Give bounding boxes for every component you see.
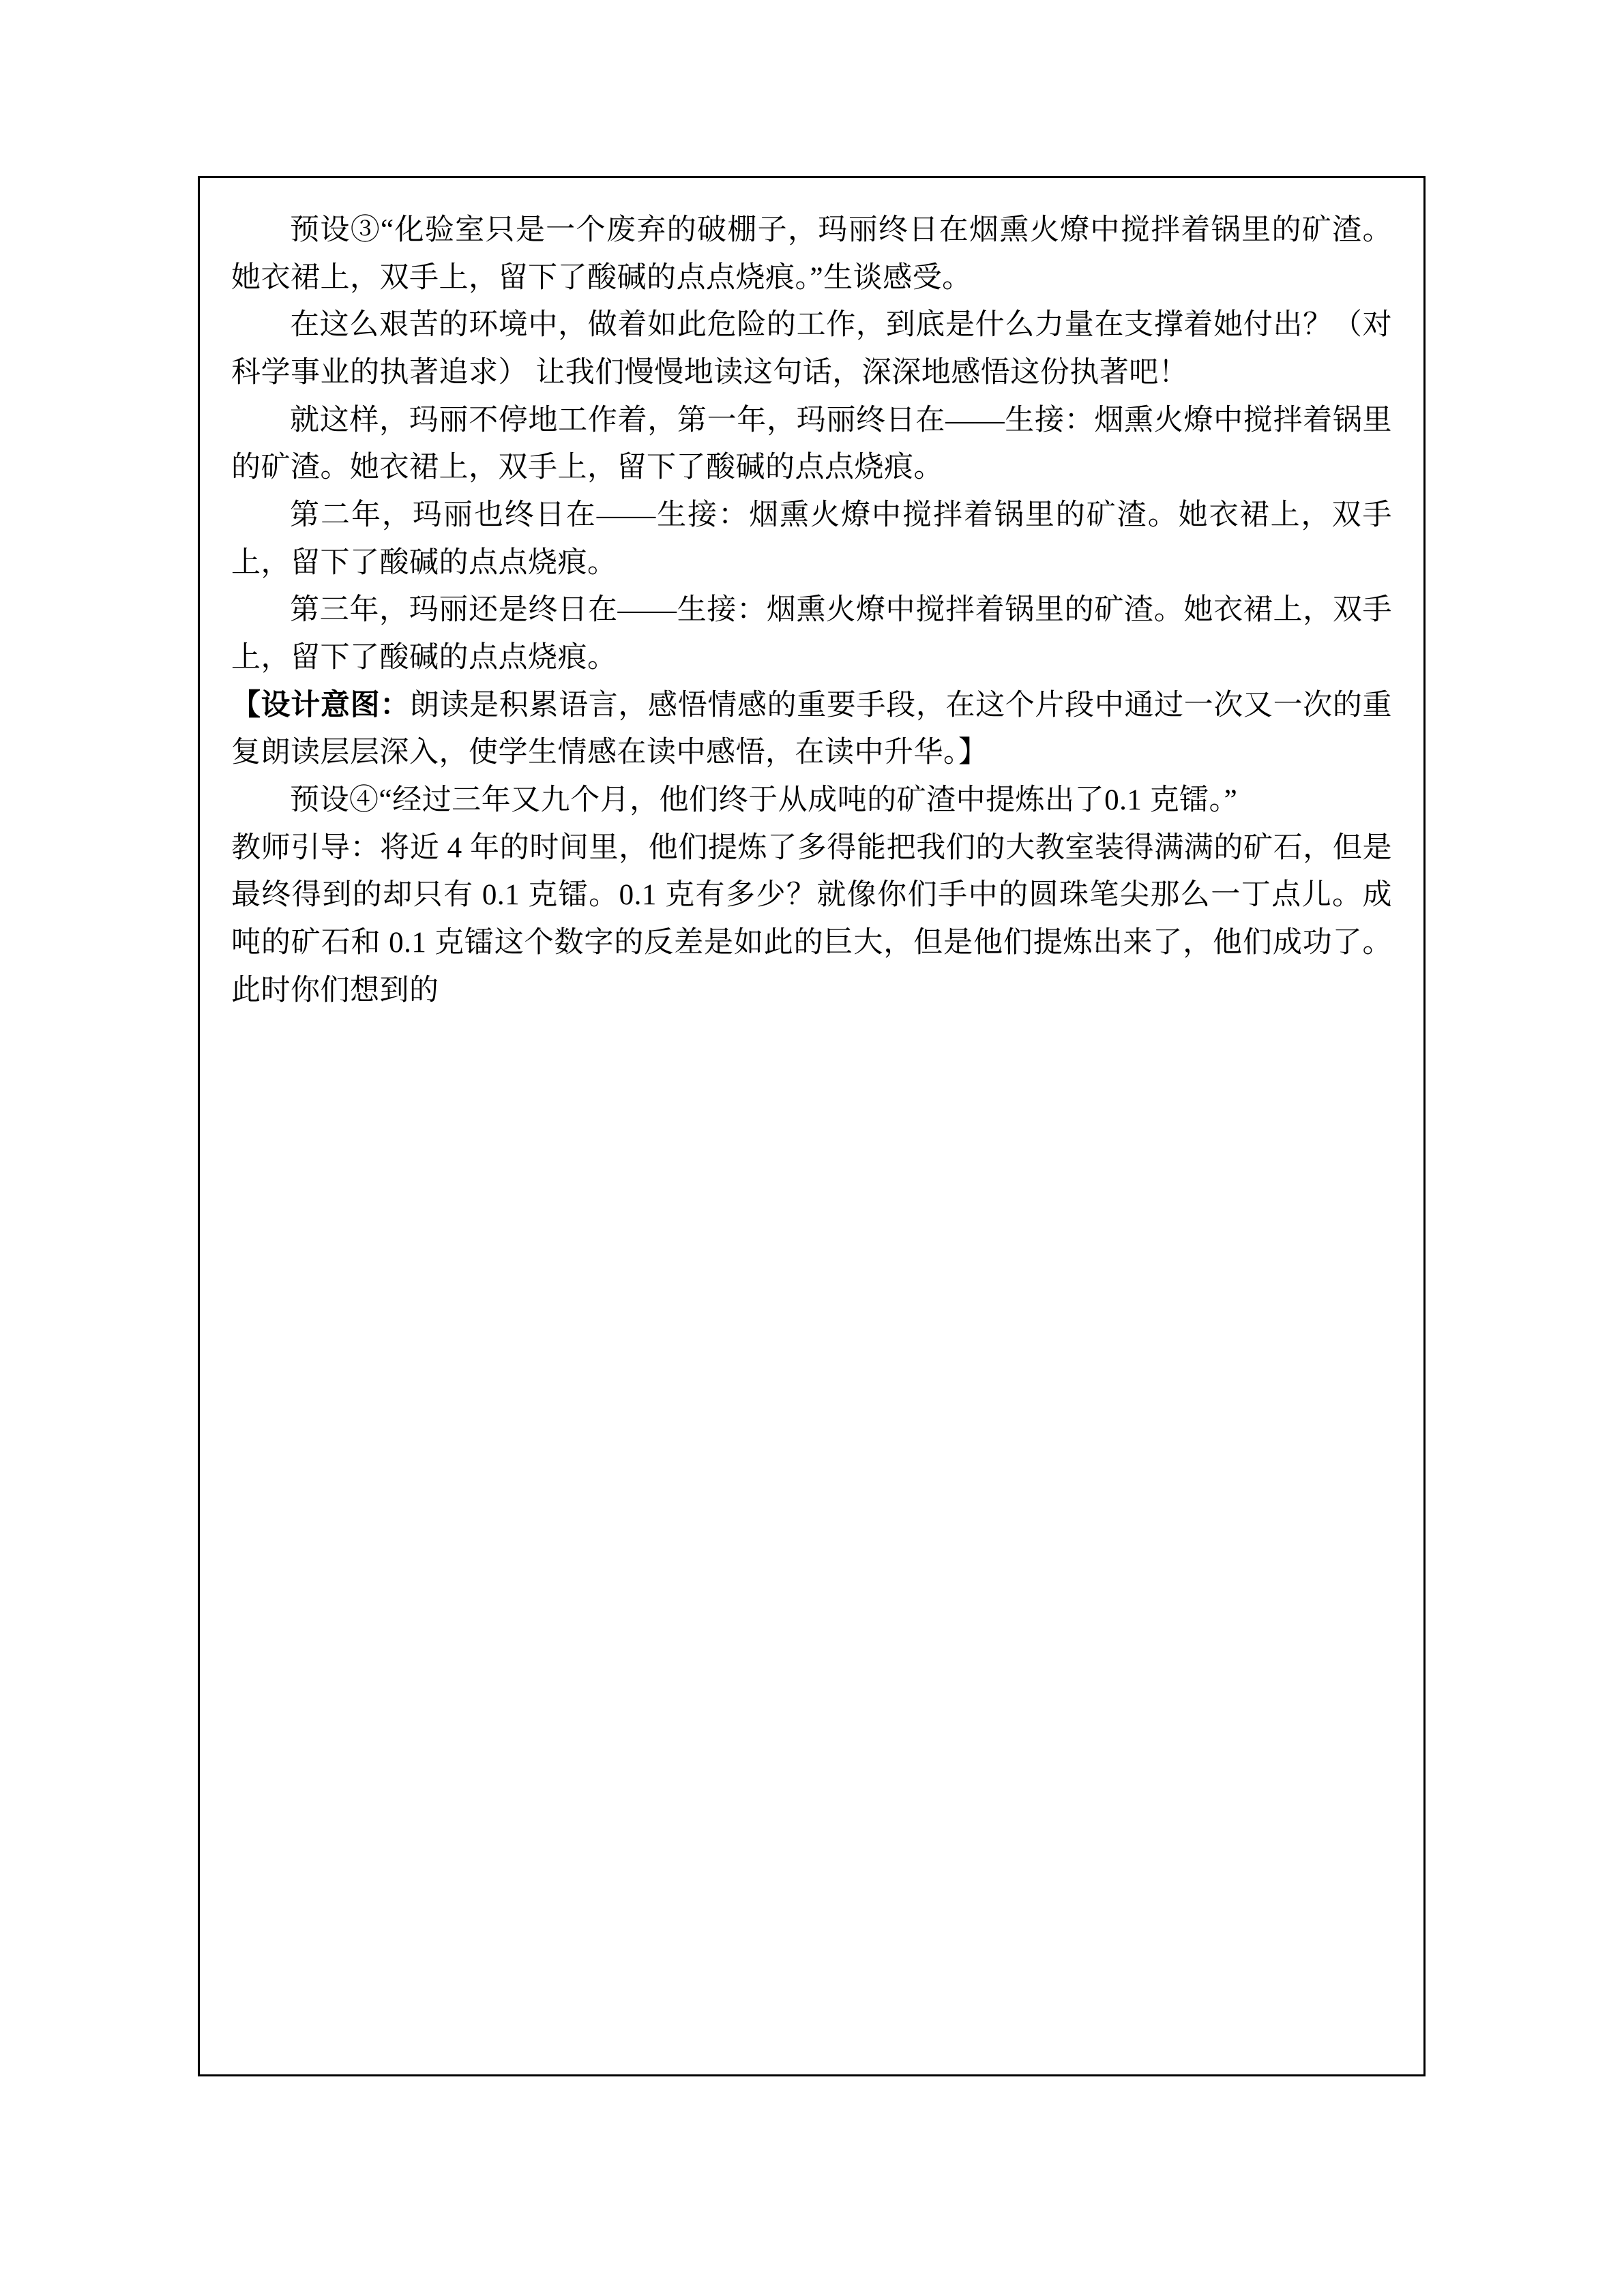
document-body bbox=[200, 178, 1423, 1014]
design-intent-text: 朗读是积累语言，感悟情感的重要手段，在这个片段中通过一次又一次的重复朗读层层深入，使学生情感在读中感悟，在读中升华。】 bbox=[231, 689, 1393, 769]
document-text-frame bbox=[198, 176, 1426, 2076]
paragraph-environment: 在这么艰苦的环境中，做着如此危险的工作，到底是什么力量在支撑着她付出？（对科学事业的执著追求） 让我们慢慢地读这句话，深深地感悟这份执著吧！ bbox=[231, 309, 1392, 389]
paragraph-yushe-4: 预设④“经过三年又九个月，他们终于从成吨的矿渣中提炼出了0.1 克镭。” bbox=[290, 784, 1238, 816]
paragraph-teacher-guide: 教师引导：将近 4 年的时间里，他们提炼了多得能把我们的大教室装得满满的矿石，但是最终得到的却只有 0.1 克镭。0.1 克有多少？就像你们手中的圆珠笔尖那么一丁点儿。成吨的矿石和 0.1 克镭这个数字的反差是如此的巨大，但是他们提炼出来了，他们成功了。此时你们想到的 bbox=[231, 831, 1392, 1007]
paragraph-yushe-3: 预设③“化验室只是一个废弃的破棚子，玛丽终日在烟熏火燎中搅拌着锅里的矿渣。她衣裙上，双手上，留下了酸碱的点点烧痕。”生谈感受。 bbox=[231, 214, 1392, 294]
paragraph-year-three: 第三年，玛丽还是终日在——生接：烟熏火燎中搅拌着锅里的矿渣。她衣裙上，双手上，留下了酸碱的点点烧痕。 bbox=[231, 594, 1392, 674]
paragraph-year-two: 第二年，玛丽也终日在——生接：烟熏火燎中搅拌着锅里的矿渣。她衣裙上，双手上，留下了酸碱的点点烧痕。 bbox=[231, 498, 1392, 579]
paragraph-year-one: 就这样，玛丽不停地工作着，第一年，玛丽终日在——生接：烟熏火燎中搅拌着锅里的矿渣。她衣裙上，双手上，留下了酸碱的点点烧痕。 bbox=[231, 404, 1392, 484]
paragraph-design-intent bbox=[231, 682, 1392, 777]
design-intent-label: 【设计意图： bbox=[231, 689, 410, 721]
